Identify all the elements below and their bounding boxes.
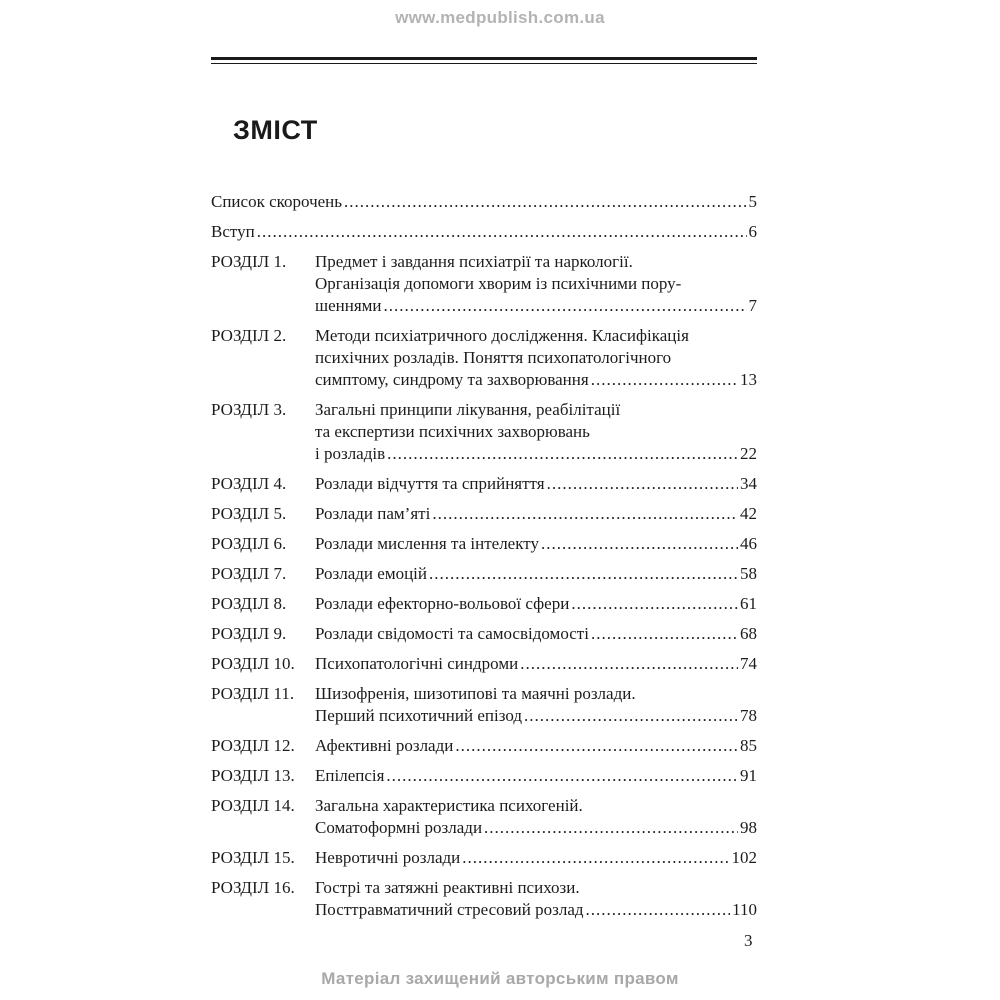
toc-title-line: Психопатологічні синдроми — [315, 654, 519, 673]
toc-chapter-label: РОЗДІЛ 10. — [211, 654, 295, 673]
toc-entry — [211, 765, 757, 787]
toc-entry — [211, 191, 757, 213]
dot-leader — [571, 593, 738, 615]
toc-page-number: 68 — [740, 624, 757, 643]
toc-page-number: 22 — [740, 444, 757, 463]
toc-entry — [211, 503, 757, 525]
toc-entry — [211, 251, 757, 317]
toc-title-line: Розлади свідомості та самосвідомості — [315, 624, 589, 643]
toc-page-number: 74 — [740, 654, 757, 673]
toc-entry — [211, 735, 757, 757]
toc-page-number: 78 — [740, 706, 757, 725]
toc-chapter-label: РОЗДІЛ 2. — [211, 326, 287, 345]
toc-chapter-label: РОЗДІЛ 5. — [211, 504, 287, 523]
toc-chapter-label: РОЗДІЛ 14. — [211, 796, 295, 815]
toc-title-line: Посттравматичний стресовий розлад — [315, 900, 584, 919]
dot-leader — [429, 563, 738, 585]
toc-chapter-label: РОЗДІЛ 12. — [211, 736, 295, 755]
toc-title-line: Епілепсія — [315, 766, 385, 785]
table-of-contents — [211, 191, 757, 929]
dot-leader — [586, 899, 731, 921]
dot-leader — [386, 765, 738, 787]
toc-title-line: Розлади мислення та інтелекту — [315, 534, 539, 553]
toc-entry — [211, 653, 757, 675]
toc-title-line: Перший психотичний епізод — [315, 706, 522, 725]
toc-entry — [211, 683, 757, 727]
dot-leader — [547, 473, 738, 495]
dot-leader — [257, 221, 747, 243]
toc-page-number: 91 — [740, 766, 757, 785]
page-number: 3 — [744, 931, 753, 950]
toc-entry — [211, 877, 757, 921]
toc-title-line: Організація допомоги хворим із психічними пору- — [315, 274, 682, 293]
toc-title-line: Список скорочень — [211, 192, 343, 211]
header-rule-thin — [211, 63, 757, 64]
toc-title-line: Гострі та затяжні реактивні психози. — [315, 878, 580, 897]
toc-title-line: Методи психіатричного дослідження. Класифікація — [315, 326, 689, 345]
toc-page-number: 98 — [740, 818, 757, 837]
toc-page-number: 6 — [748, 222, 757, 241]
toc-title-line: Афективні розлади — [315, 736, 454, 755]
toc-title-line: Загальна характеристика психогеній. — [315, 796, 583, 815]
toc-entry — [211, 563, 757, 585]
toc-chapter-label: РОЗДІЛ 11. — [211, 684, 295, 703]
dot-leader — [432, 503, 738, 525]
toc-chapter-label: РОЗДІЛ 9. — [211, 624, 287, 643]
toc-title-line: Предмет і завдання психіатрії та наркології. — [315, 252, 633, 271]
dot-leader — [591, 623, 738, 645]
toc-chapter-label: РОЗДІЛ 4. — [211, 474, 287, 493]
page-title: ЗМІСТ — [233, 115, 318, 145]
toc-page-number: 61 — [740, 594, 757, 613]
toc-page-number: 7 — [748, 296, 757, 315]
toc-chapter-label: РОЗДІЛ 13. — [211, 766, 295, 785]
toc-title-line: Соматоформні розлади — [315, 818, 483, 837]
toc-entry — [211, 847, 757, 869]
toc-entry — [211, 325, 757, 391]
header-rule-thick — [211, 57, 757, 60]
toc-title-line: та експертизи психічних захворювань — [315, 422, 590, 441]
toc-title-line: шеннями — [315, 296, 382, 315]
toc-title-line: психічних розладів. Поняття психопатологічного — [315, 348, 672, 367]
toc-title-line: Шизофренія, шизотипові та маячні розлади. — [315, 684, 636, 703]
dot-leader — [520, 653, 738, 675]
toc-chapter-label: РОЗДІЛ 15. — [211, 848, 295, 867]
toc-title-line: і розладів — [315, 444, 386, 463]
toc-entry — [211, 473, 757, 495]
toc-title-line: Розлади пам’яті — [315, 504, 431, 523]
toc-entry — [211, 399, 757, 465]
toc-title-line: Розлади емоцій — [315, 564, 427, 583]
toc-entry — [211, 795, 757, 839]
toc-entry — [211, 533, 757, 555]
toc-page-number: 34 — [740, 474, 757, 493]
toc-entry — [211, 593, 757, 615]
dot-leader — [462, 847, 729, 869]
toc-page-number: 102 — [731, 848, 757, 867]
toc-chapter-label: РОЗДІЛ 8. — [211, 594, 287, 613]
toc-title-line: Невротичні розлади — [315, 848, 461, 867]
toc-title-line: симптому, синдрому та захворювання — [315, 370, 589, 389]
toc-page-number: 5 — [748, 192, 757, 211]
dot-leader — [541, 533, 738, 555]
dot-leader — [455, 735, 738, 757]
toc-page-number: 85 — [740, 736, 757, 755]
dot-leader — [384, 295, 747, 317]
toc-title-line: Розлади відчуття та сприйняття — [315, 474, 545, 493]
toc-chapter-label: РОЗДІЛ 16. — [211, 878, 295, 897]
dot-leader — [591, 369, 738, 391]
dot-leader — [524, 705, 738, 727]
toc-page-number: 58 — [740, 564, 757, 583]
toc-title-line: Вступ — [211, 222, 255, 241]
toc-entry — [211, 221, 757, 243]
toc-page-number: 110 — [732, 900, 757, 919]
toc-title-line: Розлади ефекторно-вольової сфери — [315, 594, 570, 613]
watermark-bottom: Матеріал захищений авторським правом — [321, 969, 679, 988]
dot-leader — [344, 191, 746, 213]
toc-title-line: Загальні принципи лікування, реабілітації — [315, 400, 621, 419]
toc-page-number: 46 — [740, 534, 757, 553]
toc-page-number: 42 — [740, 504, 757, 523]
watermark-top: www.medpublish.com.ua — [395, 8, 605, 27]
toc-chapter-label: РОЗДІЛ 1. — [211, 252, 287, 271]
toc-entry — [211, 623, 757, 645]
toc-chapter-label: РОЗДІЛ 6. — [211, 534, 287, 553]
dot-leader — [387, 443, 738, 465]
toc-chapter-label: РОЗДІЛ 3. — [211, 400, 287, 419]
toc-page-number: 13 — [740, 370, 757, 389]
toc-chapter-label: РОЗДІЛ 7. — [211, 564, 287, 583]
dot-leader — [484, 817, 738, 839]
